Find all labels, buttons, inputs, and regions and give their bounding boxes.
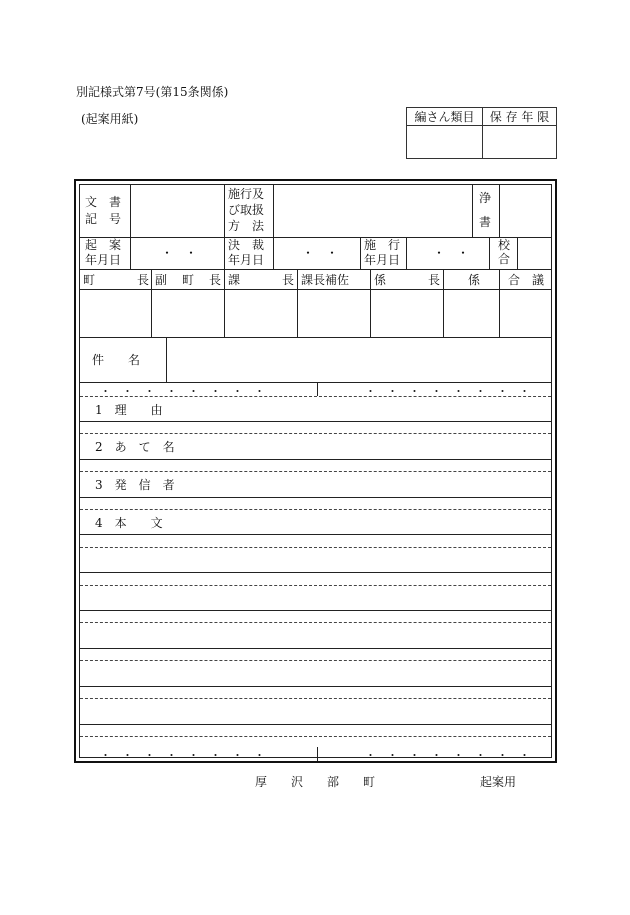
seal-box-section-chief[interactable] xyxy=(225,290,297,337)
classification-cell[interactable] xyxy=(407,126,483,159)
seal-box-town-mayor[interactable] xyxy=(80,290,151,337)
doc-number-label-2: 記 号 xyxy=(85,212,122,226)
decision-date-label-2: 年月日 xyxy=(228,253,265,267)
form-title: 別記様式第7号(第15条関係) xyxy=(76,85,229,99)
usage-label: 起案用 xyxy=(480,775,517,789)
enforce-date-label: 施 行 xyxy=(364,238,401,252)
enforce-method-label: 施行及 xyxy=(228,187,265,201)
doc-number-field[interactable] xyxy=(131,185,224,237)
approver-section-chief: 課 長 xyxy=(228,273,294,287)
proofread-label-2: 合 xyxy=(498,252,511,266)
form-subtitle: (起案用紙) xyxy=(81,112,139,126)
retention-table xyxy=(406,107,557,159)
decision-date-label: 決 裁 xyxy=(228,238,265,252)
approver-assistant-chief: 課長補佐 xyxy=(301,273,350,287)
retention-period-header: 保 存 年 限 xyxy=(483,108,557,126)
section-body: 4 本 文 xyxy=(95,516,163,530)
classification-header: 編さん類目 xyxy=(407,108,483,126)
bottom-dots-left: ・ ・ ・ ・ ・ ・ ・ ・ xyxy=(100,749,265,762)
seal-box-staff[interactable] xyxy=(444,290,499,337)
top-dots-right: ・ ・ ・ ・ ・ ・ ・ ・ xyxy=(365,385,530,398)
enforce-method-field[interactable] xyxy=(274,185,472,237)
doc-number-label: 文 書 xyxy=(85,195,122,209)
enforce-method-label-2: び取扱 xyxy=(228,203,265,217)
decision-date-field[interactable]: ・ ・ xyxy=(302,246,339,260)
town-name: 厚 沢 部 町 xyxy=(255,775,376,789)
form-grid xyxy=(79,184,552,762)
section-addressee: 2 あ て 名 xyxy=(95,440,175,454)
seal-box-deputy-mayor[interactable] xyxy=(152,290,224,337)
seal-box-assistant-chief[interactable] xyxy=(298,290,370,337)
seal-box-consultation[interactable] xyxy=(500,290,553,337)
bottom-dots-right: ・ ・ ・ ・ ・ ・ ・ ・ xyxy=(365,749,530,762)
seal-box-subsection-chief[interactable] xyxy=(371,290,443,337)
retention-period-cell[interactable] xyxy=(483,126,557,159)
body-text-area[interactable] xyxy=(80,397,553,747)
draft-date-label: 起 案 xyxy=(85,238,122,252)
clean-copy-label-2: 書 xyxy=(479,215,492,229)
draft-form xyxy=(74,179,557,763)
approver-town-mayor: 町 長 xyxy=(83,273,149,287)
clean-copy-field[interactable] xyxy=(500,185,553,237)
top-dots-left: ・ ・ ・ ・ ・ ・ ・ ・ xyxy=(100,385,265,398)
section-sender: 3 発 信 者 xyxy=(95,478,175,492)
approver-subsection-chief: 係 長 xyxy=(374,273,440,287)
enforce-date-field[interactable]: ・ ・ xyxy=(433,246,470,260)
subject-field[interactable] xyxy=(167,338,553,382)
proofread-label: 校 xyxy=(498,238,511,252)
subject-label: 件 名 xyxy=(92,353,141,367)
approver-consultation: 合 議 xyxy=(508,273,545,287)
clean-copy-label: 浄 xyxy=(479,191,492,205)
approver-deputy-mayor: 副 町 長 xyxy=(155,273,221,287)
enforce-date-label-2: 年月日 xyxy=(364,253,401,267)
approver-staff: 係 xyxy=(468,273,481,287)
draft-date-field[interactable]: ・ ・ xyxy=(161,246,198,260)
draft-date-label-2: 年月日 xyxy=(85,253,122,267)
proofread-field[interactable] xyxy=(518,237,553,269)
enforce-method-label-3: 方 法 xyxy=(228,219,265,233)
section-reason: 1 理 由 xyxy=(95,403,163,417)
